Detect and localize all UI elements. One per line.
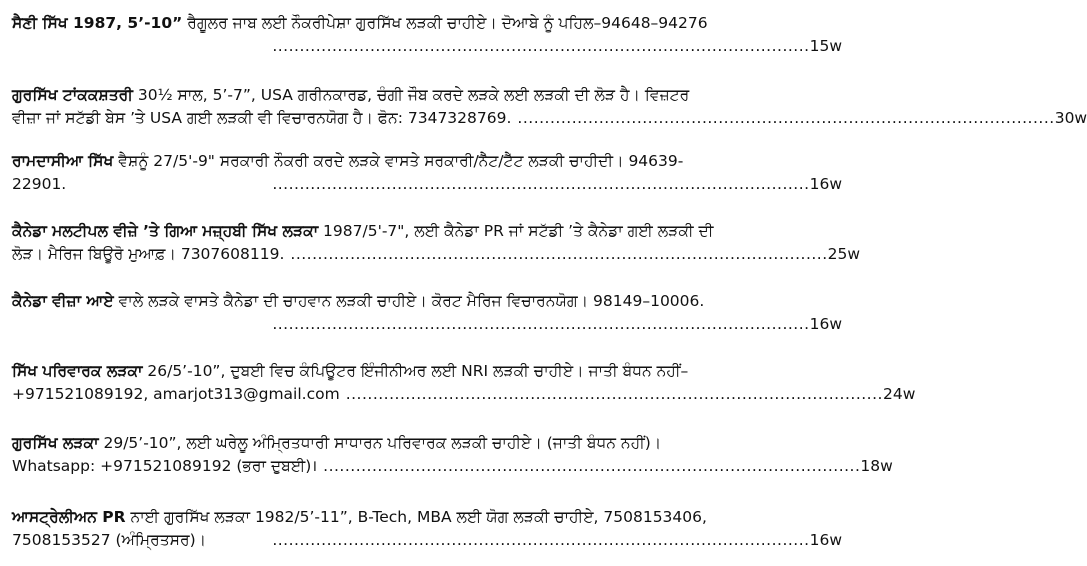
ad-tail: ਵੀਜ਼ਾ ਜਾਂ ਸਟੱਡੀ ਬੇਸ ’ਤੇ USA ਗਈ ਲੜਕੀ ਵੀ ਵਿਚਾਰਨਯੋਗ ਹੈ। ਫੋਨ: 7347328769. xyxy=(12,109,512,127)
ad-tail: ਲੋੜ। ਮੈਰਿਜ ਬਿਊਰੋ ਮੁਆਫ਼। 7307608119. xyxy=(12,245,285,263)
ad-2 xyxy=(12,84,1087,130)
word-count: 16w xyxy=(809,531,842,549)
ad-body: 30½ ਸਾਲ, 5’-7”, USA ਗਰੀਨਕਾਰਡ, ਚੰਗੀ ਜੌਬ ਕਰਦੇ ਲੜਕੇ ਲਈ ਲੜਕੀ ਦੀ ਲੋੜ ਹੈ। ਵਿਜ਼ਟਰ xyxy=(132,86,690,104)
leader-dots: ................................................................................................... xyxy=(272,315,810,333)
word-count: 30w xyxy=(1054,109,1087,127)
ad-lead: ਕੈਨੇਡਾ ਮਲਟੀਪਲ ਵੀਜ਼ੇ ’ਤੇ ਗਿਆ ਮਜ਼੍ਹਬੀ ਸਿੱਖ ਲੜਕਾ xyxy=(12,222,319,240)
ad-tail: 7508153527 (ਅੰਮ੍ਰਿਤਸਰ)। xyxy=(12,531,207,549)
ad-footer xyxy=(12,529,842,552)
ad-lead: ਰਾਮਦਾਸੀਆ ਸਿੱਖ xyxy=(12,152,114,170)
ad-text xyxy=(12,432,842,455)
ad-body: ਵਾਲੇ ਲੜਕੇ ਵਾਸਤੇ ਕੈਨੇਡਾ ਦੀ ਚਾਹਵਾਨ ਲੜਕੀ ਚਾਹੀਏ। ਕੋਰਟ ਮੈਰਿਜ ਵਿਚਾਰਨਯੋਗ। 98149–10006. xyxy=(113,292,705,310)
ad-footer xyxy=(12,107,1087,130)
ad-footer xyxy=(12,173,842,196)
ad-footer xyxy=(12,243,861,266)
ad-text xyxy=(12,290,842,313)
ad-tail: Whatsapp: +971521089192 (ਭਰਾ ਦੁਬਈ)। xyxy=(12,457,318,475)
leader-dots: ................................................................................................... xyxy=(290,245,828,263)
leader-dots: ................................................................................................... xyxy=(345,385,883,403)
word-count: 16w xyxy=(809,315,842,333)
ad-lead: ਸੈਣੀ ਸਿੱਖ 1987, 5’-10” xyxy=(12,14,183,32)
ad-6 xyxy=(12,360,916,406)
ad-text xyxy=(12,12,842,35)
ad-body: ਰੈਗੂਲਰ ਜਾਬ ਲਈ ਨੌਕਰੀਪੇਸ਼ਾ ਗੁਰਸਿੱਖ ਲੜਕੀ ਚਾਹੀਏ। ਦੋਆਬੇ ਨੂੰ ਪਹਿਲ–94648–94276 xyxy=(182,14,708,32)
ad-text xyxy=(12,360,842,383)
ad-5 xyxy=(12,290,842,336)
ad-tail: +971521089192, amarjot313@gmail.com xyxy=(12,385,340,403)
word-count: 16w xyxy=(809,175,842,193)
word-count: 15w xyxy=(809,37,842,55)
ad-text xyxy=(12,84,842,107)
ad-body: 29/5’-10”, ਲਈ ਘਰੇਲੂ ਅੰਮ੍ਰਿਤਧਾਰੀ ਸਾਧਾਰਨ ਪਰਿਵਾਰਕ ਲੜਕੀ ਚਾਹੀਏ। (ਜਾਤੀ ਬੰਧਨ ਨਹੀਂ)। xyxy=(98,434,662,452)
ad-text xyxy=(12,506,842,529)
ad-lead: ਗੁਰਸਿੱਖ ਲੜਕਾ xyxy=(12,434,99,452)
ad-text xyxy=(12,220,842,243)
leader-dots: ................................................................................................... xyxy=(272,531,810,549)
ad-lead: ਆਸਟ੍ਰੇਲੀਅਨ PR xyxy=(12,508,126,526)
word-count: 25w xyxy=(827,245,861,263)
ad-text xyxy=(12,150,842,173)
ad-body: ਵੈਸ਼ਨੂੰ 27/5'-9" ਸਰਕਾਰੀ ਨੌਕਰੀ ਕਰਦੇ ਲੜਕੇ ਵਾਸਤੇ ਸਰਕਾਰੀ/ਨੈੱਟ/ਟੈੱਟ ਲੜਕੀ ਚਾਹੀਦੀ। 94639- xyxy=(113,152,684,170)
ad-footer xyxy=(12,313,842,336)
leader-dots: ................................................................................................... xyxy=(272,37,810,55)
ad-body: 1987/5'-7", ਲਈ ਕੈਨੇਡਾ PR ਜਾਂ ਸਟੱਡੀ ’ਤੇ ਕੈਨੇਡਾ ਗਈ ਲੜਕੀ ਦੀ xyxy=(318,222,714,240)
ad-lead: ਸਿੱਖ ਪਰਿਵਾਰਕ ਲੜਕਾ xyxy=(12,362,143,380)
ad-footer xyxy=(12,455,893,478)
ad-body: 26/5’-10”, ਦੁਬਈ ਵਿਚ ਕੰਪਿਊਟਰ ਇੰਜੀਨੀਅਰ ਲਈ NRI ਲੜਕੀ ਚਾਹੀਏ। ਜਾਤੀ ਬੰਧਨ ਨਹੀਂ– xyxy=(142,362,689,380)
ad-3 xyxy=(12,150,842,196)
ad-footer xyxy=(12,35,842,58)
leader-dots: ................................................................................................... xyxy=(323,457,861,475)
leader-dots: ................................................................................................... xyxy=(517,109,1055,127)
ad-tail: 22901. xyxy=(12,175,67,193)
leader-dots: ................................................................................................... xyxy=(272,175,810,193)
ad-lead: ਕੈਨੇਡਾ ਵੀਜ਼ਾ ਆਏ xyxy=(12,292,114,310)
ad-8 xyxy=(12,506,842,552)
ad-footer xyxy=(12,383,916,406)
ad-4 xyxy=(12,220,861,266)
ad-lead: ਗੁਰਸਿੱਖ ਟਾਂਕਕਸ਼ਤਰੀ xyxy=(12,86,133,104)
word-count: 18w xyxy=(860,457,893,475)
ad-1 xyxy=(12,12,842,58)
ad-body: ਨਾਈ ਗੁਰਸਿੱਖ ਲੜਕਾ 1982/5’-11”, B-Tech, MBA ਲਈ ਯੋਗ ਲੜਕੀ ਚਾਹੀਏ, 7508153406, xyxy=(125,508,707,526)
word-count: 24w xyxy=(882,385,916,403)
ad-7 xyxy=(12,432,893,478)
